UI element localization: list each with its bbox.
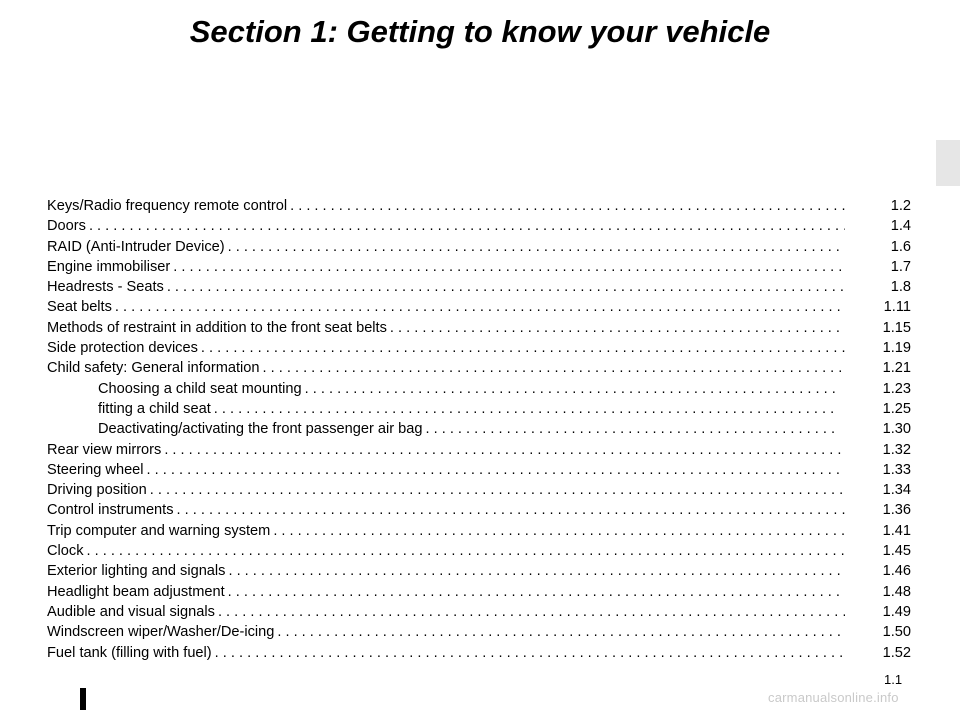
- toc-entry-label: Trip computer and warning system: [47, 522, 271, 539]
- toc-entry-label: Seat belts: [47, 299, 112, 316]
- toc-entry-page: 1.8: [890, 279, 911, 296]
- toc-dot-leader: [87, 541, 846, 561]
- toc-entry-label: Clock: [47, 543, 84, 560]
- section-title: Section 1: Getting to know your vehicle: [189, 14, 771, 49]
- toc-entry-page: 1.25: [882, 400, 911, 417]
- toc-entry[interactable]: [47, 419, 911, 439]
- toc-entry-label: Exterior lighting and signals: [47, 563, 226, 580]
- toc-entry[interactable]: [47, 379, 911, 399]
- toc-entry-page: 1.45: [882, 543, 911, 560]
- toc-entry-page: 1.4: [890, 218, 911, 235]
- toc-dot-leader: [214, 399, 835, 419]
- toc-dot-leader: [228, 237, 845, 257]
- toc-entry-page: 1.50: [882, 624, 911, 641]
- toc-entry-label: Deactivating/activating the front passenger air bag: [98, 421, 423, 438]
- toc-dot-leader: [177, 500, 845, 520]
- toc-entry-label: Control instruments: [47, 502, 174, 519]
- toc-entry-label: Methods of restraint in addition to the front seat belts: [47, 319, 387, 336]
- toc-entry-page: 1.49: [882, 603, 911, 620]
- toc-dot-leader: [167, 277, 845, 297]
- toc-entry-page: 1.11: [883, 299, 911, 316]
- toc-entry[interactable]: [47, 643, 911, 663]
- toc-entry-page: 1.34: [882, 482, 911, 499]
- toc-entry-label: Headlight beam adjustment: [47, 583, 225, 600]
- toc-entry[interactable]: [47, 602, 911, 622]
- corner-mark: [80, 688, 86, 710]
- toc-entry[interactable]: [47, 338, 911, 358]
- toc-dot-leader: [115, 297, 845, 317]
- toc-entry[interactable]: [47, 216, 911, 236]
- toc-dot-leader: [290, 196, 845, 216]
- toc-entry[interactable]: [47, 277, 911, 297]
- toc-dot-leader: [150, 480, 845, 500]
- toc-entry-page: 1.52: [882, 644, 911, 661]
- toc-entry-page: 1.21: [882, 360, 911, 377]
- toc-entry-label: Audible and visual signals: [47, 603, 215, 620]
- toc-entry-label: Windscreen wiper/Washer/De-icing: [47, 624, 275, 641]
- toc-entry-page: 1.36: [882, 502, 911, 519]
- toc-entry-page: 1.6: [890, 238, 911, 255]
- toc-entry-page: 1.7: [890, 258, 911, 275]
- toc-entry-label: Keys/Radio frequency remote control: [47, 198, 288, 214]
- toc-entry-label: Doors: [47, 218, 86, 235]
- toc-dot-leader: [305, 379, 835, 399]
- toc-dot-leader: [228, 582, 845, 602]
- toc-entry-page: 1.41: [882, 522, 911, 539]
- toc-entry[interactable]: [47, 541, 911, 561]
- toc-entry-label: Fuel tank (filling with fuel): [47, 644, 212, 661]
- toc-dot-leader: [263, 358, 845, 378]
- toc-entry-page: 1.15: [882, 319, 911, 336]
- toc-entry-page: 1.30: [882, 421, 911, 438]
- toc-entry-page: 1.32: [882, 441, 911, 458]
- toc-entry-label: Side protection devices: [47, 340, 198, 357]
- toc-dot-leader: [89, 216, 845, 236]
- toc-dot-leader: [147, 460, 845, 480]
- toc-entry[interactable]: [47, 196, 911, 216]
- toc-entry[interactable]: [47, 399, 911, 419]
- toc-dot-leader: [390, 318, 845, 338]
- toc-entry-page: 1.19: [882, 340, 911, 357]
- toc-dot-leader: [273, 521, 845, 541]
- toc-dot-leader: [173, 257, 845, 277]
- toc-entry[interactable]: [47, 358, 911, 378]
- toc-entry-page: 1.2: [890, 198, 911, 214]
- toc-entry-label: fitting a child seat: [98, 400, 211, 417]
- toc-entry[interactable]: [47, 582, 911, 602]
- toc-dot-leader: [228, 561, 845, 581]
- toc-dot-leader: [218, 602, 845, 622]
- toc-entry-page: 1.48: [882, 583, 911, 600]
- toc-entry[interactable]: [47, 257, 911, 277]
- toc-dot-leader: [164, 440, 845, 460]
- watermark: carmanualsonline.info: [768, 690, 899, 705]
- toc-entry[interactable]: [47, 480, 911, 500]
- toc-entry[interactable]: [47, 622, 911, 642]
- toc-entry-page: 1.33: [882, 461, 911, 478]
- toc-entry-page: 1.23: [882, 380, 911, 397]
- toc-entry-label: Child safety: General information: [47, 360, 260, 377]
- page-number: 1.1: [884, 672, 903, 687]
- toc-dot-leader: [426, 419, 836, 439]
- toc-dot-leader: [215, 643, 845, 663]
- section-side-tab: [936, 140, 960, 186]
- toc-entry-label: RAID (Anti-Intruder Device): [47, 238, 225, 255]
- toc-dot-leader: [277, 622, 845, 642]
- toc-entry-label: Steering wheel: [47, 461, 144, 478]
- toc-entry-label: Rear view mirrors: [47, 441, 162, 458]
- toc-entry[interactable]: [47, 318, 911, 338]
- toc-entry[interactable]: [47, 521, 911, 541]
- toc-entry[interactable]: [47, 440, 911, 460]
- toc-entry-label: Choosing a child seat mounting: [98, 380, 302, 397]
- toc-entry-page: 1.46: [882, 563, 911, 580]
- toc-entry-label: Engine immobiliser: [47, 258, 171, 275]
- toc-dot-leader: [201, 338, 845, 358]
- toc-entry-label: Driving position: [47, 482, 147, 499]
- toc-entry[interactable]: [47, 500, 911, 520]
- toc-entry[interactable]: [47, 237, 911, 257]
- toc-entry[interactable]: [47, 561, 911, 581]
- table-of-contents: [47, 196, 911, 663]
- toc-entry-label: Headrests - Seats: [47, 279, 164, 296]
- toc-entry[interactable]: [47, 297, 911, 317]
- toc-entry[interactable]: [47, 460, 911, 480]
